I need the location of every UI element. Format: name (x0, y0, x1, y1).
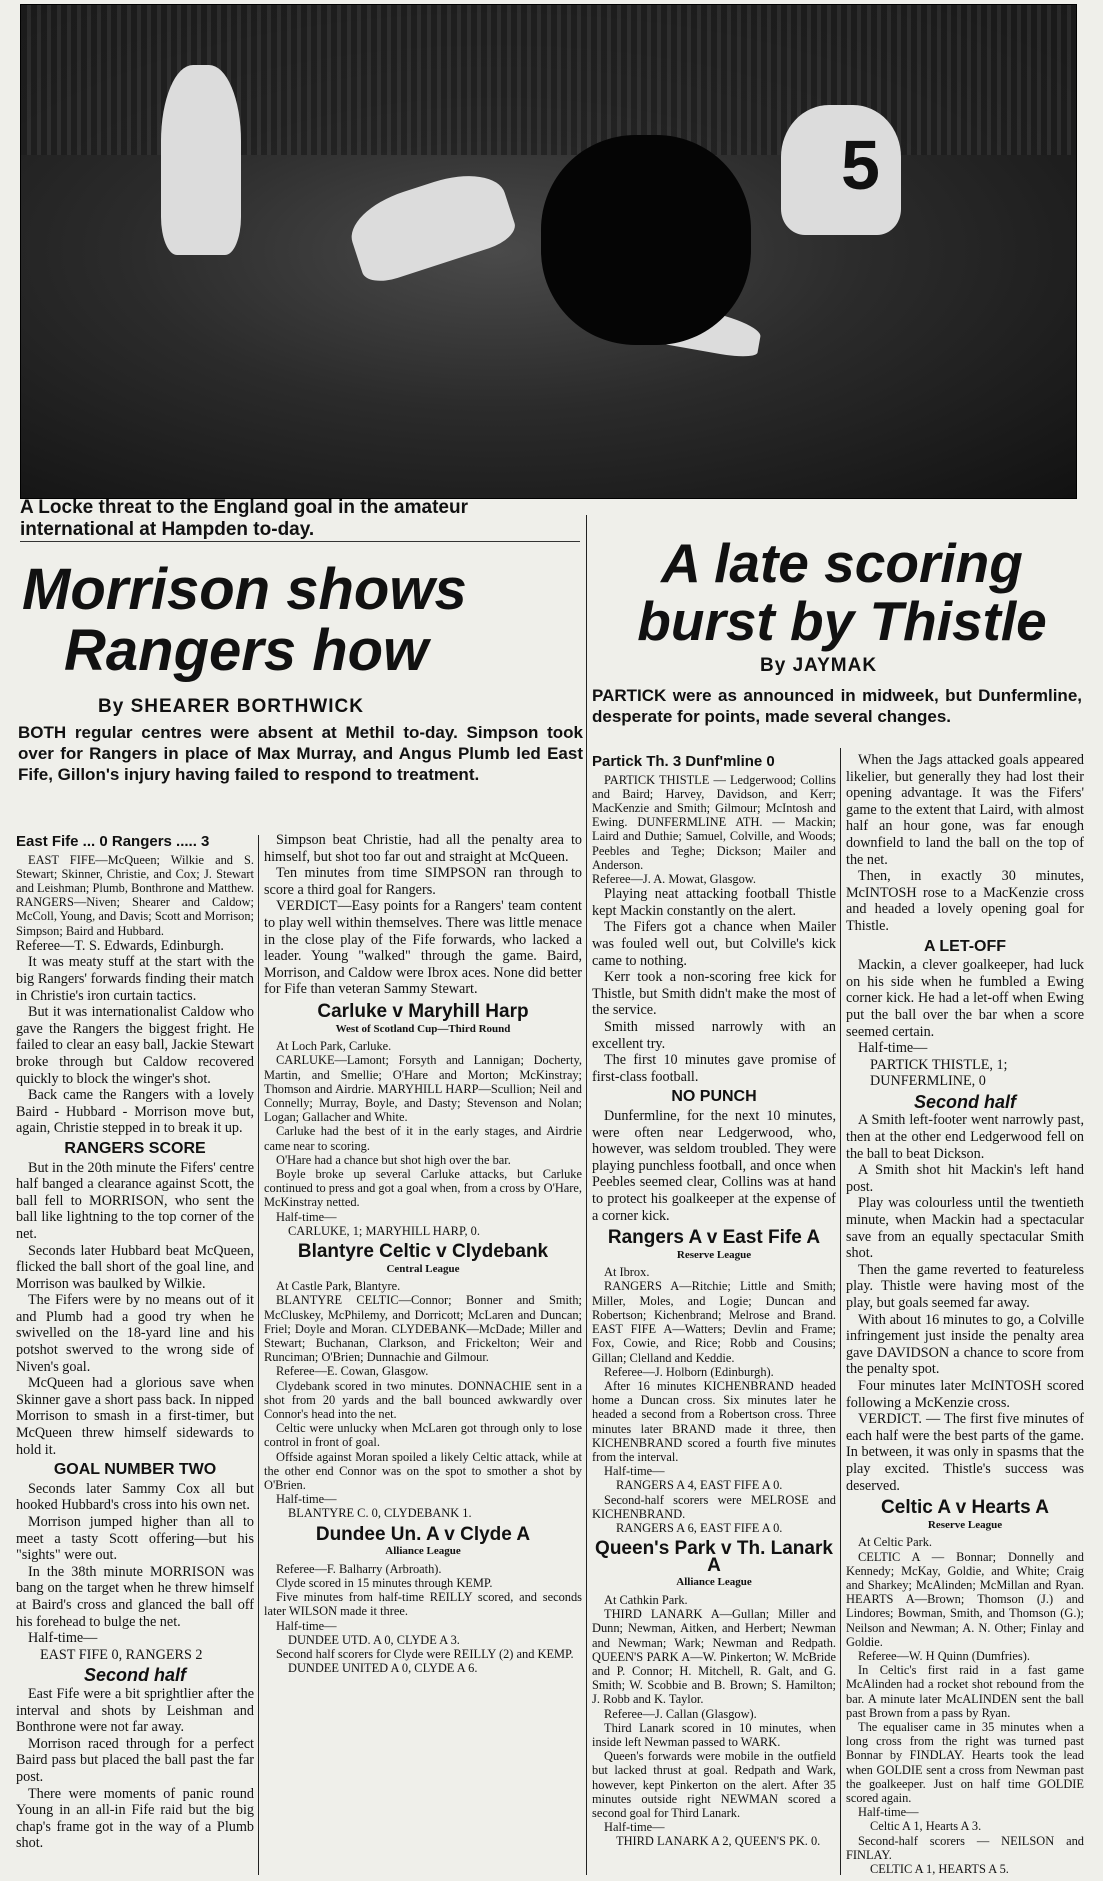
paragraph: Mackin, a clever goalkeeper, had luck on his side when he fumbled a Ewing corner kick. He had a let-off when Ewing put the ball over the bar when a score seemed certain. (846, 957, 1084, 1040)
paragraph: Playing neat attacking football Thistle kept Mackin constantly on the alert. (592, 886, 836, 919)
competition-label: Alliance League (676, 1576, 752, 1589)
halftime-label: Half-time— (604, 1464, 665, 1479)
subheading: Second half (913, 1091, 1016, 1112)
paragraph: The first 10 minutes gave promise of first-class football. (592, 1052, 836, 1085)
paragraph: Boyle broke up several Carluke attacks, but Carluke continued to press and got a goal when, from a cross by O'Hare, McKinstray netted. (264, 1166, 582, 1210)
paragraph: VERDICT. — The first five minutes of each half were the best parts of the game. In between, it was only in spasms that the play excited. Thistle's success was deserved. (846, 1411, 1084, 1494)
paragraph: The equaliser came in 35 minutes when a long cross from the right was turned past Bonnar by FINDLAY. Hearts took the lead when GOLDIE sent a cross from Newman past the goalkeeper. Just on half time GOLDIE scored again. (846, 1719, 1084, 1805)
team-lineups: RANGERS A—Ritchie; Little and Smith; Miller, Moles, and Logie; Duncan and Robertson; Kichenbrand; Melrose and Brand. EAST FIFE A—Watters; Devlin and Frame; Fox, Cowie, and Rice; Robb and Cousins; Gillan; Clelland and Keddie. (592, 1279, 836, 1365)
goalkeeper-figure (541, 135, 751, 345)
headline-line: Morrison shows (22, 557, 467, 622)
venue: At Castle Park, Blantyre. (276, 1279, 401, 1294)
halftime-label: Half-time— (604, 1820, 665, 1835)
paragraph: Morrison jumped higher than all to meet a tasty Scott offering—but his "sights" were out. (16, 1514, 254, 1564)
celtic-a-heading: Celtic A v Hearts A (881, 1497, 1049, 1519)
paragraph: But in the 20th minute the Fifers' centre half banged a clearance against Scott, the ball fell to MORRISON, who sent the ball like lightning to the top corner of the net. (16, 1159, 254, 1242)
competition-label: Reserve League (927, 1518, 1003, 1531)
competition-label: West of Scotland Cup—Third Round (335, 1022, 511, 1035)
subheading: RANGERS SCORE (64, 1139, 206, 1157)
paragraph: Clydebank scored in two minutes. DONNACHIE sent in a shot from 20 yards and the ball bounced awkwardly over Connor's head into the net. (264, 1378, 582, 1421)
team-lineups: CARLUKE—Lamont; Forsyth and Lannigan; Docherty, Martin, and Smellie; O'Hare and Morton; McKinstray; Thomson and Airdrie. MARYHILL HARP—Scullion; Neil and Connelly; Murray, Boyle, and Dasty; Stevenson and Nolan; Logan; Gallacher and White. (264, 1053, 582, 1125)
halftime-score: RANGERS A 4, EAST FIFE A 0. (616, 1478, 783, 1493)
team-lineups: THIRD LANARK A—Gullan; Miller and Dunn; Newman, Aitken, and Herbert; Newman and Newman; Wark; Newman and Redpath. QUEEN'S PARK A—W. Pinkerton; W. McBride and P. Connor; H. Mitchell, R. Galt, and G. Smith; W. Scobbie and B. Brown; S. Hamilton; J. Robb and K. Taylor. (592, 1607, 836, 1707)
competition-label: Central League (386, 1262, 460, 1275)
paragraph: McQueen had a glorious save when Skinner gave a short pass back. In nipped Morrison to smash in a first-timer, but McQueen threw himself sidewards to hold it. (16, 1375, 254, 1458)
paragraph: Second half scorers for Clyde were REILLY (2) and KEMP. (276, 1647, 574, 1662)
match-photo (20, 4, 1077, 499)
paragraph: It was meaty stuff at the start with the big Rangers' forwards finding their match in Christie's iron curtain tactics. (16, 954, 254, 1004)
paragraph: With about 16 minutes to go, a Colville infringement just inside the penalty area gave DAVIDSON a chance to score from the penalty spot. (846, 1311, 1084, 1378)
paragraph: Second-half scorers — NEILSON and FINLAY. (846, 1833, 1084, 1862)
thistle-column-2 (846, 752, 1084, 1877)
paragraph: Back came the Rangers with a lovely Baird - Hubbard - Morrison move but, again, Christie stepped in to break it up. (16, 1087, 254, 1137)
venue: At Loch Park, Carluke. (276, 1039, 392, 1054)
venue: At Ibrox. (604, 1265, 650, 1280)
paragraph: Smith missed narrowly with an excellent try. (592, 1018, 836, 1052)
photo-caption: A Locke threat to the England goal in the amateur international at Hampden to-day. (20, 497, 580, 542)
team-lineups: EAST FIFE—McQueen; Wilkie and S. Stewart; Skinner, Christie, and Cox; J. Stewart and Leishman; Plumb, Bonthrone and Matthew. RANGERS—Niven; Shearer and Caldow; McColl, Young, and Davis; Scott and Morrison; Simpson; Baird and Hubbard. (16, 852, 254, 938)
paragraph: Queen's forwards were mobile in the outfield but lacked thrust at goal. Redpath and Wark, however, kept Pinkerton on the alert. After 35 minutes outside right NEWMAN scored a second goal for Third Lanark. (592, 1749, 836, 1820)
paragraph: When the Jags attacked goals appeared likelier, but generally they had lost their opening advantage. It was the Fifers' game to the extent that Laird, with almost half an hour gone, was far enough downfield to land the ball on the top of the net. (846, 752, 1084, 868)
carluke-heading: Carluke v Maryhill Harp (317, 1000, 529, 1022)
paragraph: But it was internationalist Caldow who gave the Rangers the biggest fright. He failed to clear an easy ball, Jackie Stewart broke through but Caldow recovered quickly to block the winger's shot. (16, 1004, 254, 1087)
dundee-heading: Dundee Un. A v Clyde A (315, 1523, 531, 1545)
competition-label: Reserve League (676, 1248, 752, 1261)
headline-line: burst by Thistle (637, 589, 1047, 652)
morrison-column-1 (16, 832, 254, 1877)
paragraph: VERDICT—Easy points for a Rangers' team content to play well within themselves. There was little menace in the close play of the Fife forwards, who lacked a leader. Young "walked" through the game. Baird, Morrison, and Caldow were Ibrox aces. None did better for Fife than veteran Sammy Stewart. (264, 898, 582, 998)
paragraph: Second-half scorers were MELROSE and KICHENBRAND. (592, 1492, 836, 1521)
referee: Referee—W. H Quinn (Dumfries). (858, 1648, 1030, 1663)
player-figure (343, 162, 520, 288)
player-number: 5 (841, 126, 880, 204)
paragraph: Four minutes later McINTOSH scored following a McKenzie cross. (846, 1377, 1084, 1411)
paragraph: Simpson beat Christie, had all the penalty area to himself, but shot too far out and straight at McQueen. (264, 832, 582, 865)
referee: Referee—F. Balharry (Arbroath). (276, 1561, 442, 1576)
halftime-score: DUNDEE UTD. A 0, CLYDE A 3. (288, 1632, 460, 1647)
thistle-headline (592, 532, 1092, 652)
paragraph: Seconds later Hubbard beat McQueen, flicked the ball short of the goal line, and Morrison was baulked by Wilkie. (16, 1242, 254, 1292)
team-lineups: CELTIC A — Bonnar; Donnelly and Kennedy; McKay, Goldie, and White; Craig and Sharkey; McAlinden; McMillan and Ryan. HEARTS A—Brown; Thomson (J.) and Lindores; Bowman, Smith, and Thomson (G.); Neilson and Newman; A. N. Other; Finlay and Goldie. (846, 1549, 1084, 1649)
paragraph: Dunfermline, for the next 10 minutes, were often near Ledgerwood, who, however, was seldom troubled. They were playing punchless football, and once when Peebles seemed clear, Collins was at hand to protect his goalkeeper at the expense of a corner kick. (592, 1107, 836, 1224)
team-lineups: PARTICK THISTLE — Ledgerwood; Collins and Baird; Harvey, Davidson, and Kerr; MacKenzie and Smith; Gilmour; McIntosh and Ewing. DUNFERMLINE ATH. — Mackin; Laird and Duthie; Samuel, Colville, and Woods; Peebles and Teghe; Dickson; Mailer and Anderson. (592, 772, 836, 872)
headline-line: Rangers how (64, 617, 429, 683)
lead-paragraph: PARTICK were as announced in midweek, but Dunfermline, desperate for points, made several changes. (592, 686, 1082, 726)
paragraph: A Smith left-footer went narrowly past, then at the other end Ledgerwood fell on the ball to beat Dickson. (846, 1112, 1084, 1162)
lead-paragraph: BOTH regular centres were absent at Methil to-day. Simpson took over for Rangers in place of Max Murray, and Angus Plumb led East Fife, Gillon's injury having failed to respond to treatment. (18, 723, 583, 784)
paragraph: Clyde scored in 15 minutes through KEMP. (276, 1576, 493, 1590)
match-score: Partick Th. 3 Dunf'mline 0 (592, 753, 775, 770)
halftime-score: EAST FIFE 0, RANGERS 2 (40, 1646, 203, 1663)
paragraph: After 16 minutes KICHENBRAND headed home a Duncan cross. Six minutes later he headed a second from a Robertson cross. Three minutes later BRAND made it three, then KICHENBRAND scored a fourth five minutes from the interval. (592, 1378, 836, 1464)
paragraph: Seconds later Sammy Cox all but hooked Hubbard's cross into his own net. (16, 1480, 254, 1514)
paragraph: The Fifers were by no means out of it and Plumb had a good try when he swivelled on the 18-yard line and his potshot swerved to the wrong side of Niven's goal. (16, 1292, 254, 1375)
thistle-column-1 (592, 752, 836, 1877)
halftime-label: Half-time— (276, 1618, 337, 1633)
referee: Referee—J. A. Mowat, Glasgow. (592, 872, 757, 887)
column-rule (840, 748, 841, 1875)
morrison-column-2 (264, 832, 582, 1877)
fulltime-score: RANGERS A 6, EAST FIFE A 0. (616, 1520, 783, 1535)
halftime-score: THIRD LANARK A 2, QUEEN'S PK. 0. (616, 1834, 821, 1849)
fulltime-score: DUNDEE UNITED A 0, CLYDE A 6. (288, 1661, 478, 1676)
team-lineups: BLANTYRE CELTIC—Connor; Bonner and Smith; McCluskey, McPhilemy, and Dorricott; McLaren and Duncan; Friel; Doyle and Moran. CLYDEBANK—McDade; Miller and Stewart; Buchanan, Clarkson, and Frickelton; Weir and Runciman; O'Brien; Dunnachie and Gilmour. (264, 1293, 582, 1365)
morrison-headline (22, 557, 582, 683)
halftime-label: Half-time— (276, 1209, 337, 1224)
paragraph: Offside against Moran spoiled a likely Celtic attack, while at the other end Connor was on the spot to smother a shot by O'Brien. (264, 1449, 582, 1492)
referee: Referee—J. Holborn (Edinburgh). (604, 1364, 774, 1379)
paragraph: There were moments of panic round Young in an all-in Fife raid but the big chap's frame got in the way of a Plumb shot. (16, 1785, 254, 1852)
paragraph: Morrison raced through for a perfect Baird pass but placed the ball past the far post. (16, 1735, 254, 1785)
subheading: NO PUNCH (671, 1088, 757, 1106)
venue: At Cathkin Park. (604, 1592, 688, 1607)
subheading: GOAL NUMBER TWO (53, 1461, 217, 1479)
subheading: Second half (83, 1665, 186, 1686)
paragraph: A Smith shot hit Mackin's left hand post. (846, 1162, 1084, 1195)
paragraph: The Fifers got a chance when Mailer was fouled well out, but Colville's kick came to nothing. (592, 919, 836, 969)
halftime-label: Half-time— (276, 1492, 337, 1507)
halftime-score: BLANTYRE C. 0, CLYDEBANK 1. (288, 1506, 472, 1521)
paragraph: In Celtic's first raid in a fast game McAlinden had a rocket shot rebound from the bar. A minute later McALINDEN sent the ball past Brown from a pass by Ryan. (846, 1663, 1084, 1720)
paragraph: In the 38th minute MORRISON was bang on the target when he threw himself at Baird's cross and glanced the ball off his forehead to bulge the net. (16, 1563, 254, 1630)
paragraph: Celtic were unlucky when McLaren got through only to lose control in front of goal. (264, 1421, 582, 1450)
paragraph: Then the game reverted to featureless play. Thistle were having most of the play, but goals seemed far away. (846, 1261, 1084, 1311)
column-rule (258, 835, 259, 1875)
paragraph: Five minutes from half-time REILLY scored, and seconds later WILSON made it three. (264, 1590, 582, 1619)
byline: By SHEARER BORTHWICK (98, 696, 364, 717)
halftime-label: Half-time— (28, 1630, 98, 1647)
paragraph: East Fife were a bit sprightlier after the interval and shots by Leishman and Bonthrone were not far away. (16, 1685, 254, 1736)
paragraph: Ten minutes from time SIMPSON ran through to score a third goal for Rangers. (264, 865, 582, 898)
halftime-label: Half-time— (858, 1805, 919, 1820)
column-rule (586, 515, 587, 1875)
halftime-score: DUNFERMLINE, 0 (870, 1073, 986, 1090)
halftime-score: Celtic A 1, Hearts A 3. (870, 1819, 982, 1834)
halftime-label: Half-time— (858, 1040, 928, 1057)
paragraph: Play was colourless until the twentieth minute, when Mackin had a spectacular save from an equally spectacular Smith shot. (846, 1195, 1084, 1262)
paragraph: O'Hare had a chance but shot high over the bar. (276, 1152, 511, 1167)
competition-label: Alliance League (385, 1545, 461, 1558)
byline: By JAYMAK (760, 655, 878, 676)
paragraph: Kerr took a non-scoring free kick for Thistle, but Smith didn't make the most of the service. (592, 969, 836, 1019)
paragraph: Carluke had the best of it in the early stages, and Airdrie came near to scoring. (264, 1124, 582, 1153)
halftime-score: CARLUKE, 1; MARYHILL HARP, 0. (288, 1223, 480, 1238)
match-score: East Fife ... 0 Rangers ..... 3 (16, 833, 210, 850)
queens-park-heading: Queen's Park v Th. Lanark A (595, 1538, 833, 1576)
blantyre-heading: Blantyre Celtic v Clydebank (297, 1240, 549, 1262)
fulltime-score: CELTIC A 1, HEARTS A 5. (870, 1861, 1009, 1876)
paragraph: Then, in exactly 30 minutes, McINTOSH rose to a MacKenzie cross and headed a lovely opening goal for Thistle. (846, 868, 1084, 934)
referee: Referee—E. Cowan, Glasgow. (276, 1364, 429, 1379)
rangers-a-heading: Rangers A v East Fife A (607, 1227, 821, 1249)
venue: At Celtic Park. (858, 1535, 932, 1550)
paragraph: Third Lanark scored in 10 minutes, when inside left Newman passed to WARK. (592, 1720, 836, 1749)
player-figure (161, 65, 241, 255)
subheading: A LET-OFF (923, 937, 1007, 955)
referee: Referee—T. S. Edwards, Edinburgh. (16, 937, 224, 954)
headline-line: A late scoring (661, 532, 1023, 594)
halftime-score: PARTICK THISTLE, 1; (870, 1056, 1008, 1073)
referee: Referee—J. Callan (Glasgow). (604, 1706, 757, 1721)
